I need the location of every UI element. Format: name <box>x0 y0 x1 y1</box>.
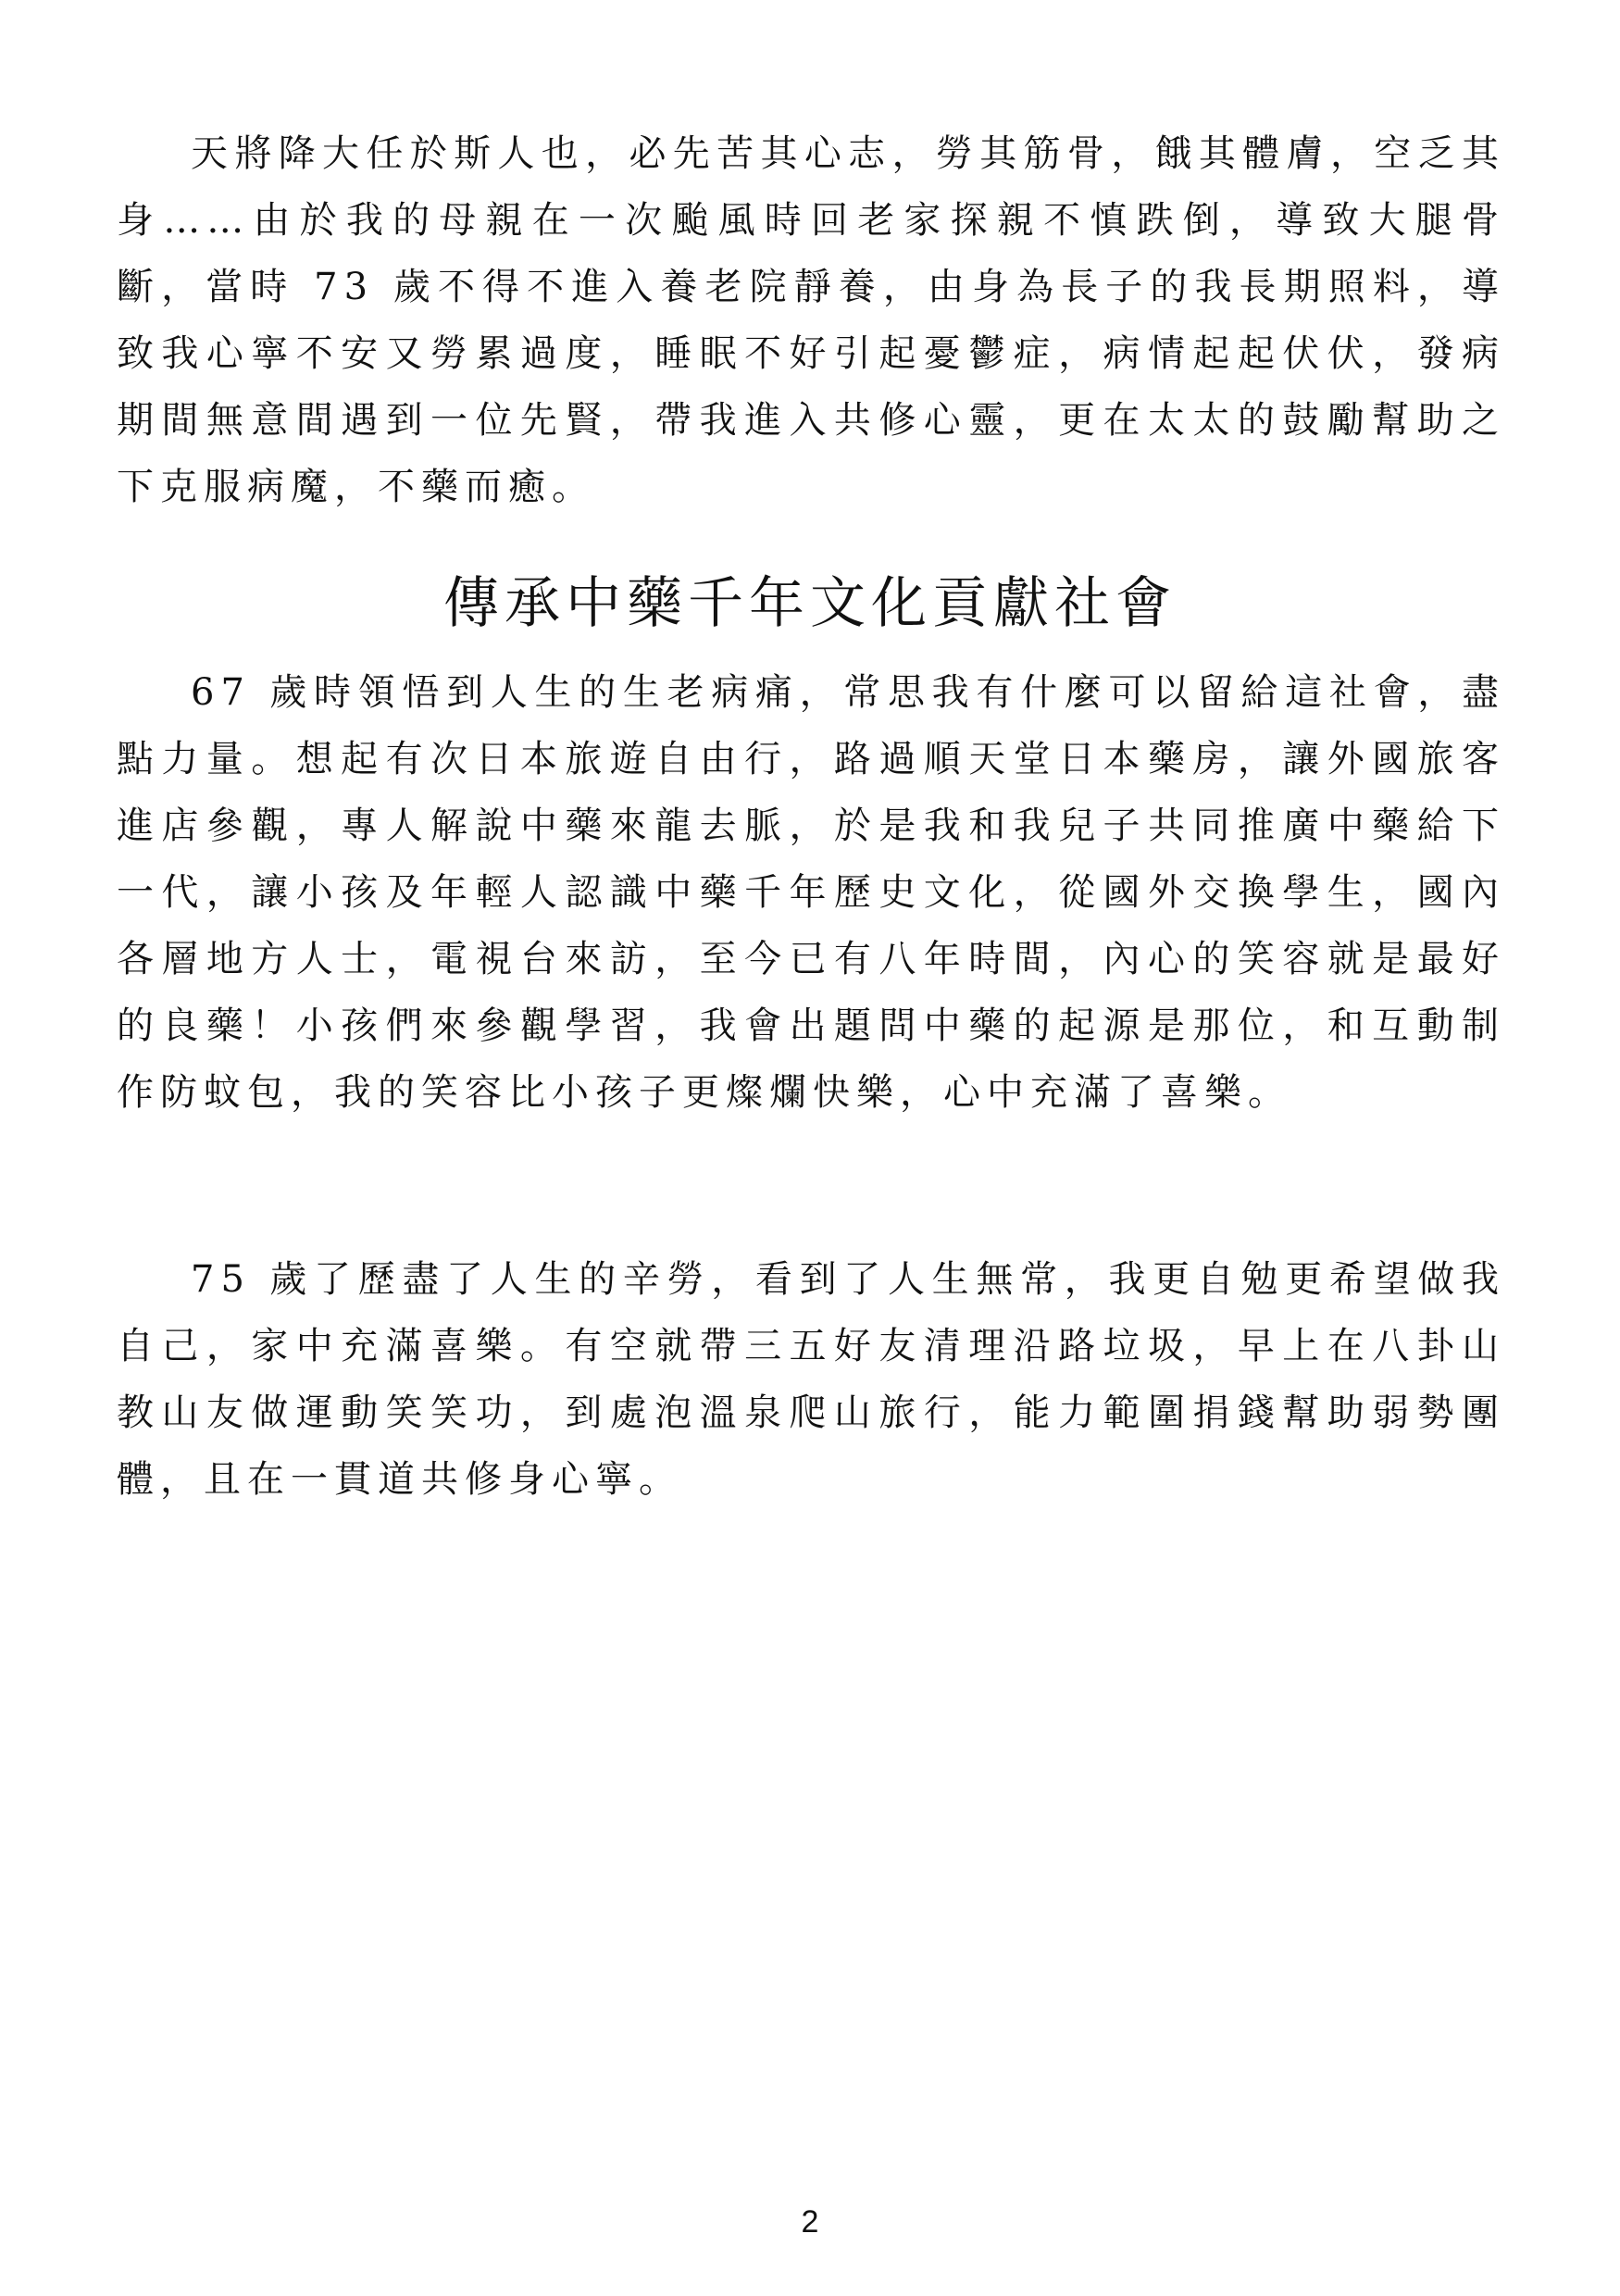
page-number: 2 <box>801 2204 819 2240</box>
paragraph-mother-illness: 天將降大任於斯人也，必先苦其心志，勞其筋骨，餓其體膚，空乏其身……由於我的母親在一次颱風時回老家探親不慎跌倒，導致大腿骨斷，當時 73 歲不得不進入養老院靜養，由身為長子的我長期照料，導致我心寧不安又勞累過度，睡眠不好引起憂鬱症，病情起起伏伏，發病期間無意間遇到一位先賢，帶我進入共修心靈，更在太太的鼓勵幫助之下克服病魔，不藥而癒。 <box>117 132 1505 508</box>
paragraph-age-75: 75 歲了歷盡了人生的辛勞，看到了人生無常，我更自勉更希望做我自己，家中充滿喜樂。有空就帶三五好友清理沿路垃圾，早上在八卦山教山友做運動笑笑功，到處泡溫泉爬山旅行，能力範圍捐錢幫助弱勢團體，且在一貫道共修身心寧。 <box>117 1258 1505 1501</box>
section-heading: 傳承中藥千年文化貢獻社會 <box>443 571 1177 636</box>
paragraph-chinese-medicine: 67 歲時領悟到人生的生老病痛，常思我有什麼可以留給這社會，盡點力量。想起有次日本旅遊自由行，路過順天堂日本藥房，讓外國旅客進店參觀，專人解說中藥來龍去脈，於是我和我兒子共同推廣中藥給下一代，讓小孩及年輕人認識中藥千年歷史文化，從國外交換學生，國內各層地方人士，電視台來訪，至今已有八年時間，內心的笑容就是最好的良藥！小孩們來參觀學習，我會出題問中藥的起源是那位，和互動制作防蚊包，我的笑容比小孩子更燦爛快樂，心中充滿了喜樂。 <box>117 671 1505 1114</box>
